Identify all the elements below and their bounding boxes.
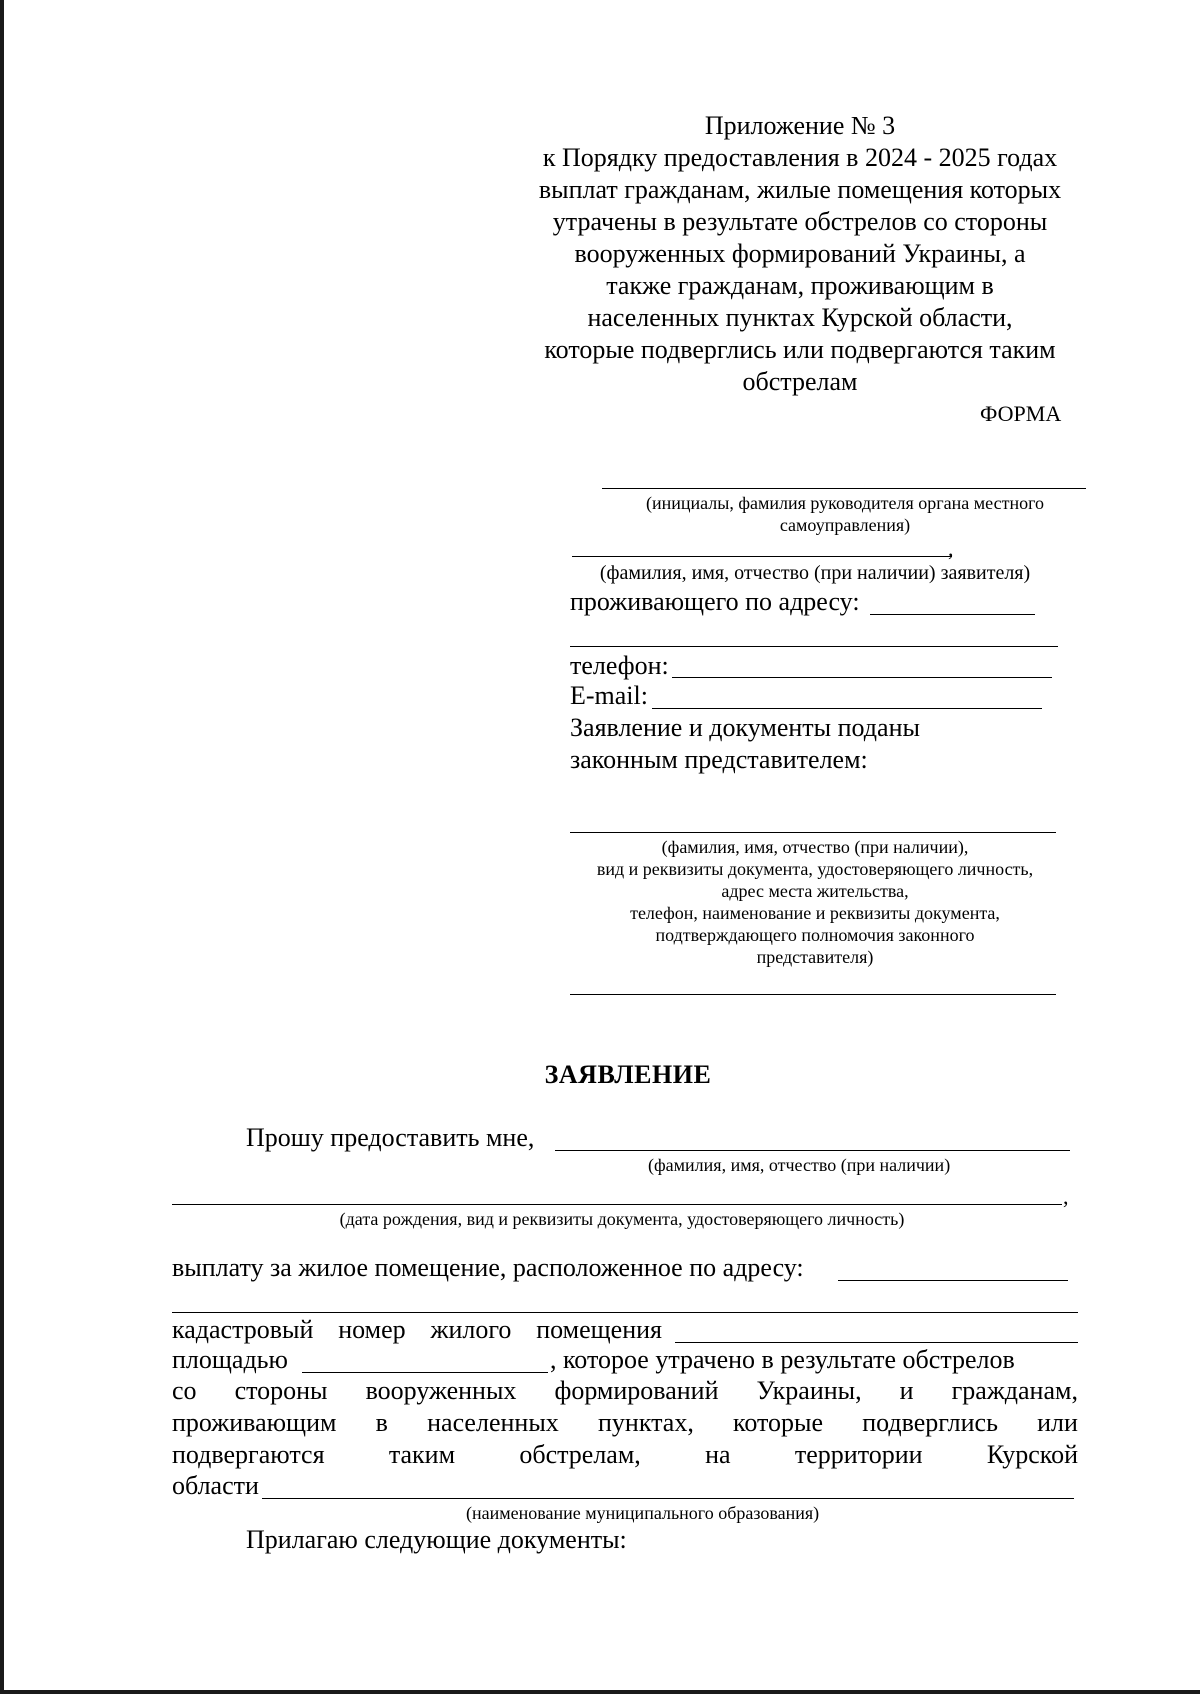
representative-label [570, 712, 920, 776]
paragraph-word: Украины, [756, 1376, 862, 1405]
paragraph-word: таким [388, 1440, 456, 1469]
paragraph-word: населенных [427, 1408, 559, 1437]
municipality-caption: (наименование муниципального образования) [466, 1503, 820, 1523]
dob-comma: , [1063, 1184, 1069, 1209]
appendix-line: вооруженных формирований Украины, а [574, 239, 1026, 268]
paragraph-line [172, 1375, 1078, 1407]
head-caption [590, 492, 1100, 536]
representative-line-bottom [570, 994, 1056, 995]
paragraph-word: пунктах, [598, 1408, 694, 1437]
email-line [652, 708, 1042, 709]
phone-line [672, 677, 1052, 678]
paragraph-word: в [375, 1408, 388, 1437]
representative-line [570, 832, 1056, 833]
paragraph-word: подвергаются [172, 1440, 325, 1469]
attachments-label: Прилагаю следующие документы: [246, 1525, 627, 1554]
appendix-line: населенных пунктах Курской области, [587, 303, 1013, 332]
scan-edge-bottom [0, 1690, 1200, 1694]
statement-title: ЗАЯВЛЕНИЕ [544, 1060, 712, 1089]
paragraph-word: формирований [554, 1376, 719, 1405]
representative-caption-line: подтверждающего полномочия законного [655, 925, 975, 945]
address-line-1 [870, 614, 1035, 615]
cadastral-line [675, 1342, 1078, 1343]
head-name-line [602, 488, 1086, 489]
region-label: области [172, 1471, 259, 1500]
cadastral-label [172, 1314, 662, 1346]
area-continuation: , которое утрачено в результате обстрелов [550, 1345, 1015, 1374]
request-label: Прошу предоставить мне, [246, 1123, 535, 1152]
address-line-2 [570, 646, 1058, 647]
cadastral-word: помещения [536, 1315, 662, 1344]
representative-caption-line: телефон, наименование и реквизиты документа, [630, 903, 1000, 923]
email-label: E-mail: [570, 681, 648, 710]
scan-edge-left [0, 0, 4, 1694]
applicant-caption: (фамилия, имя, отчество (при наличии) заявителя) [599, 562, 1031, 584]
fio-line [555, 1150, 1070, 1151]
cadastral-word: кадастровый [172, 1315, 314, 1344]
dob-line [172, 1204, 1062, 1205]
paragraph-word: подверглись [862, 1408, 998, 1437]
representative-caption-line: представителя) [756, 947, 874, 967]
applicant-name-line [572, 556, 952, 557]
form-label: ФОРМА [980, 401, 1062, 426]
applicant-comma: , [948, 536, 954, 561]
paragraph-word: стороны [234, 1376, 328, 1405]
appendix-line: выплат гражданам, жилые помещения которых [538, 175, 1062, 204]
representative-label-line: Заявление и документы поданы [570, 713, 920, 742]
area-line [302, 1372, 548, 1373]
appendix-title: Приложение № 3 [704, 111, 896, 140]
appendix-line: которые подверглись или подвергаются таким [544, 335, 1056, 364]
cadastral-word: номер [338, 1315, 406, 1344]
paragraph-word: обстрелам, [519, 1440, 641, 1469]
paragraph-word: проживающим [172, 1408, 337, 1437]
appendix-line: к Порядку предоставления в 2024 - 2025 годах [542, 143, 1058, 172]
appendix-line: утрачены в результате обстрелов со стороны [552, 207, 1048, 236]
paragraph-word: на [705, 1440, 731, 1469]
payment-address-line-1 [838, 1280, 1068, 1281]
paragraph-line [172, 1407, 1078, 1439]
fio-caption: (фамилия, имя, отчество (при наличии) [648, 1155, 951, 1175]
paragraph-word: Курской [986, 1440, 1078, 1469]
paragraph-word: или [1037, 1408, 1078, 1437]
payment-address-line-2 [172, 1312, 1078, 1313]
paragraph-word: и [899, 1376, 914, 1405]
appendix-block [500, 110, 1100, 398]
paragraph-line [172, 1439, 1078, 1471]
head-caption-line: (инициалы, фамилия руководителя органа местного [645, 493, 1045, 513]
payment-label: выплату за жилое помещение, расположенное по адресу: [172, 1253, 804, 1282]
area-label: площадью [172, 1345, 288, 1374]
municipality-line [262, 1498, 1074, 1499]
head-caption-line: самоуправления) [779, 515, 911, 535]
cadastral-word: жилого [430, 1315, 512, 1344]
paragraph-word: гражданам, [951, 1376, 1078, 1405]
appendix-line: также гражданам, проживающим в [606, 271, 994, 300]
representative-caption-line: адрес места жительства, [721, 881, 909, 901]
dob-caption: (дата рождения, вид и реквизиты документа, удостоверяющего личность) [339, 1209, 905, 1229]
paragraph-block [172, 1375, 1078, 1471]
paragraph-word: которые [733, 1408, 824, 1437]
representative-caption-line: вид и реквизиты документа, удостоверяющего личность, [596, 859, 1034, 879]
paragraph-word: вооруженных [365, 1376, 517, 1405]
representative-caption [555, 836, 1075, 968]
phone-label: телефон: [570, 651, 669, 680]
paragraph-word: территории [794, 1440, 923, 1469]
address-label: проживающего по адресу: [570, 587, 860, 616]
representative-caption-line: (фамилия, имя, отчество (при наличии), [661, 837, 969, 857]
appendix-line: обстрелам [742, 367, 858, 396]
representative-label-line: законным представителем: [570, 745, 868, 774]
paragraph-word: со [172, 1376, 197, 1405]
